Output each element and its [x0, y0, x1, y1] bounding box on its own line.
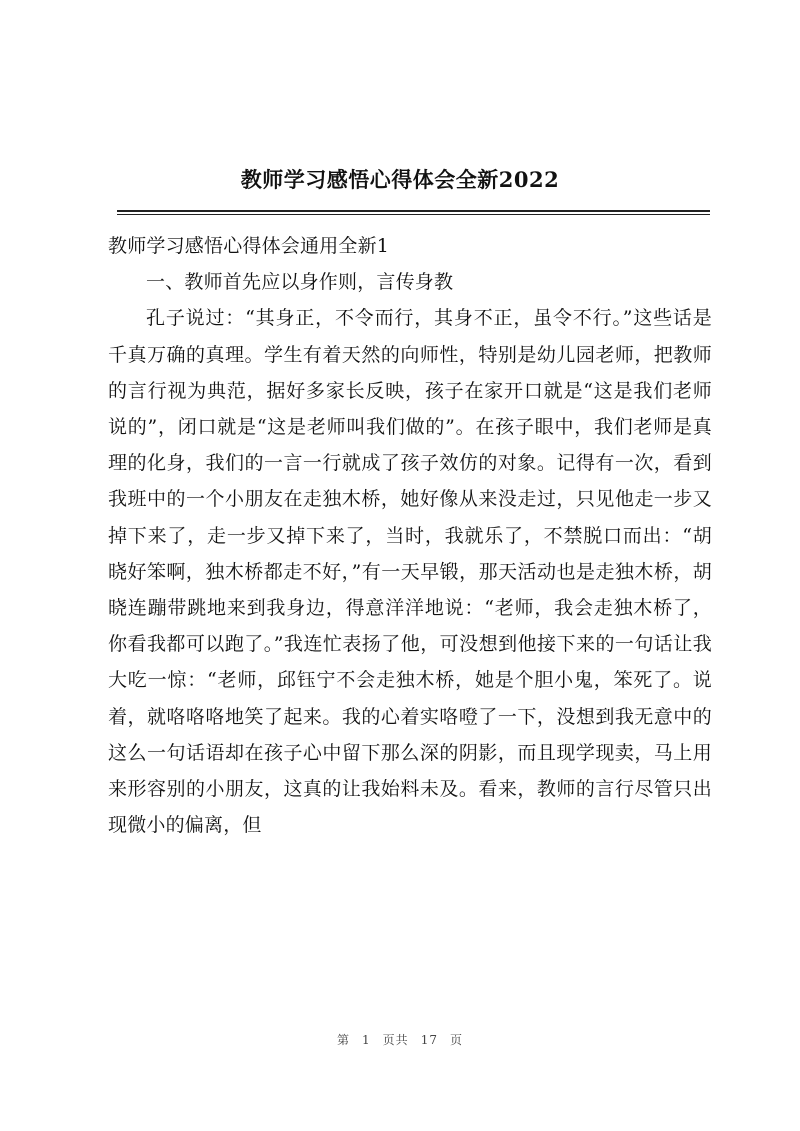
footer-total-unit: 页	[449, 1033, 463, 1047]
section-heading: 一、教师首先应以身作则，言传身教	[146, 271, 454, 294]
page-footer	[0, 1031, 800, 1048]
document-body	[108, 228, 712, 843]
footer-page-unit: 页共	[382, 1033, 409, 1047]
footer-page-label: 第	[337, 1033, 351, 1047]
body-paragraph: 孔子说过：“其身正，不令而行，其身不正，虽令不行。”这些话是千真万确的真理。学生有着天然的向师性，特别是幼儿园老师，把教师的言行视为典范，据好多家长反映，孩子在家开口就是“这是我们老师说的”，闭口就是“这是老师叫我们做的”。在孩子眼中，我们老师是真理的化身，我们的一言一行就成了孩子效仿的对象。记得有一次，看到我班中的一个小朋友在走独木桥，她好像从来没走过，只见他走一步又掉下来了，走一步又掉下来了，当时，我就乐了，不禁脱口而出：“胡晓好笨啊，独木桥都走不好，”有一天早锻，那天活动也是走独木桥，胡晓连蹦带跳地来到我身边，得意洋洋地说：“老师，我会走独木桥了，你看我都可以跑了。”我连忙表扬了他，可没想到他接下来的一句话让我大吃一惊：“老师，邱钰宁不会走独木桥，她是个胆小鬼，笨死了。说着，就咯咯咯地笑了起来。我的心着实咯噔了一下，没想到我无意中的这么一句话语却在孩子心中留下那么深的阴影，而且现学现卖，马上用来形容别的小朋友，这真的让我始料未及。看来，教师的言行尽管只出现微小的偏离，但	[108, 307, 712, 837]
title-divider	[117, 210, 710, 215]
document-subtitle: 教师学习感悟心得体会通用全新1	[108, 235, 390, 257]
document-title: 教师学习感悟心得体会全新2022	[240, 167, 560, 192]
footer-page-number: 1	[362, 1033, 371, 1047]
footer-total-pages: 17	[420, 1033, 438, 1047]
